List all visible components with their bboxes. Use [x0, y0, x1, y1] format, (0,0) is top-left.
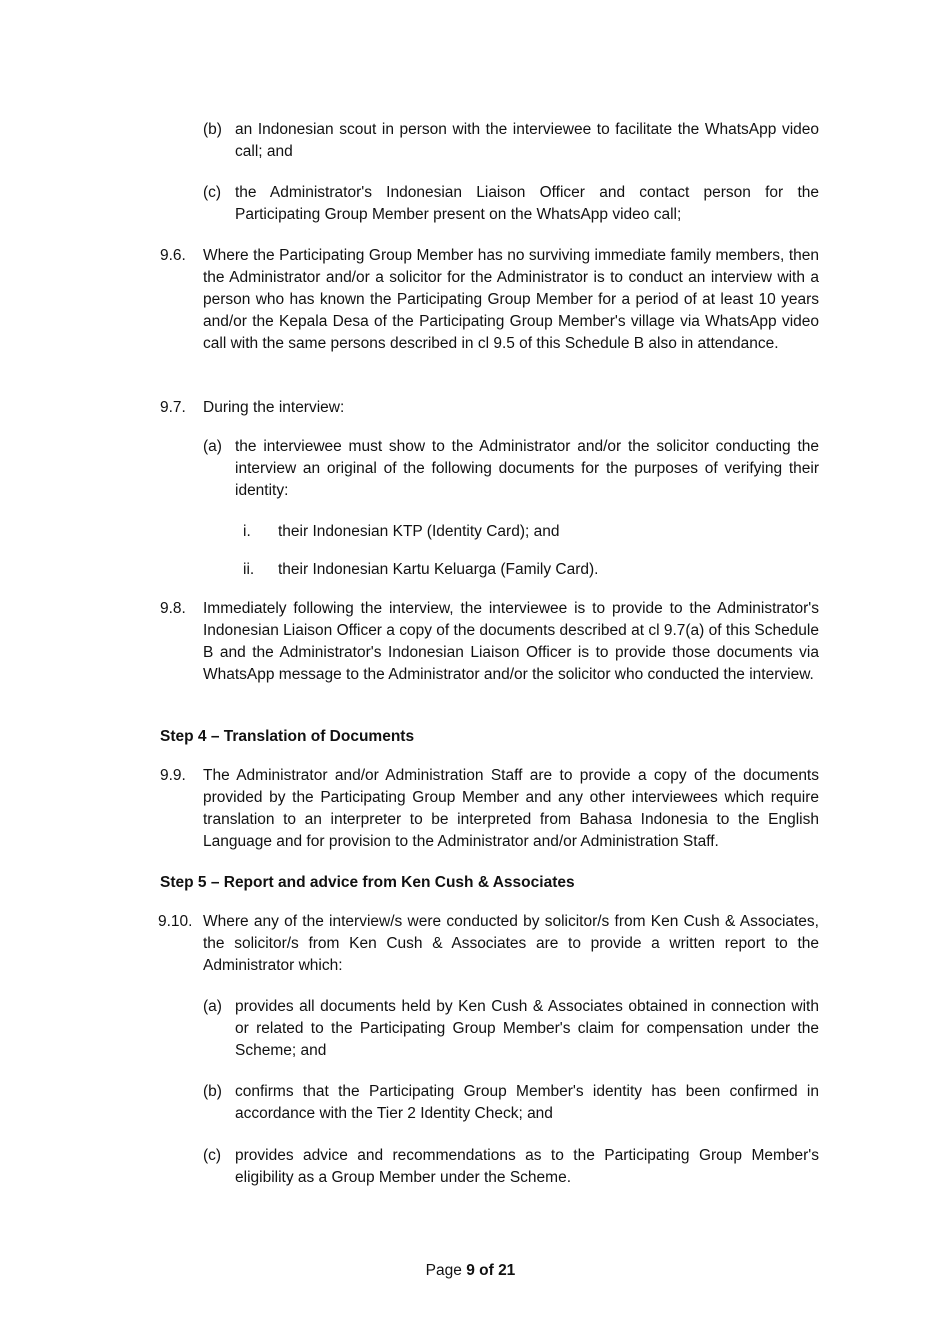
list-item-9-7-a-i — [243, 521, 819, 543]
clause-number: 9.10. — [158, 913, 193, 930]
list-item-9-7-a — [203, 436, 819, 502]
clause-text: The Administrator and/or Administration Staff are to provide a copy of the documents provided by the Participating Group Member and any other interviewees which require translation to an interpreter to be interpreted from Bahasa Indonesia to the English Language and for provision to the Administrator and/or Administration Staff. — [203, 767, 819, 850]
list-item-9-10-c — [203, 1145, 819, 1189]
list-item-9-5-c — [203, 182, 819, 226]
item-number: (c) — [203, 184, 222, 201]
list-item-9-10-b — [203, 1081, 819, 1125]
clause-text: During the interview: — [203, 399, 345, 416]
clause-text: Where any of the interview/s were conducted by solicitor/s from Ken Cush & Associates, the solicitor/s from Ken Cush & Associates are to provide a written report to the Administrator which: — [203, 913, 819, 974]
clause-9-6 — [160, 245, 819, 355]
item-text: their Indonesian Kartu Keluarga (Family Card). — [278, 561, 599, 578]
item-number: (a) — [203, 438, 222, 455]
item-text: the interviewee must show to the Administrator and/or the solicitor conducting the interview an original of the following documents for the purposes of verifying their identity: — [235, 438, 819, 499]
item-text: the Administrator's Indonesian Liaison Officer and contact person for the Participating Group Member present on the WhatsApp video call; — [235, 184, 819, 223]
clause-9-9 — [160, 765, 819, 853]
list-item-9-10-a — [203, 996, 819, 1062]
clause-number: 9.7. — [160, 399, 186, 416]
item-text: their Indonesian KTP (Identity Card); and — [278, 523, 560, 540]
item-number: ii. — [243, 561, 255, 578]
clause-9-8 — [160, 598, 819, 686]
clause-number: 9.6. — [160, 247, 186, 264]
item-text: confirms that the Participating Group Member's identity has been confirmed in accordance with the Tier 2 Identity Check; and — [235, 1083, 819, 1122]
total-page-number: 21 — [498, 1262, 516, 1279]
item-text: an Indonesian scout in person with the interviewee to facilitate the WhatsApp video call; and — [235, 121, 819, 160]
clause-text: Where the Participating Group Member has no surviving immediate family members, then the Administrator and/or a solicitor for the Administrator is to conduct an interview with a person who has known the Participating Group Member for a period of at least 10 years and/or the Kepala Desa of the Participating Group Member's village via WhatsApp video call with the same persons described in cl 9.5 of this Schedule B also in attendance. — [203, 247, 819, 352]
clause-text: Immediately following the interview, the interviewee is to provide to the Administrator's Indonesian Liaison Officer a copy of the documents described at cl 9.7(a) of this Schedule B and the Administrator's Indonesian Liaison Officer is to provide those documents via WhatsApp message to the Administrator and/or the solicitor who conducted the interview. — [203, 600, 819, 683]
clause-number: 9.9. — [160, 767, 186, 784]
section-heading-step-4: Step 4 – Translation of Documents — [160, 728, 415, 745]
item-text: provides advice and recommendations as to the Participating Group Member's eligibility as a Group Member under the Scheme. — [235, 1147, 819, 1186]
page-of-label: of — [474, 1262, 499, 1279]
clause-9-10 — [158, 911, 819, 977]
item-number: i. — [243, 523, 251, 540]
item-number: (b) — [203, 1083, 222, 1100]
section-heading-step-5: Step 5 – Report and advice from Ken Cush & Associates — [160, 874, 575, 891]
current-page-number: 9 — [466, 1262, 475, 1279]
item-number: (a) — [203, 998, 222, 1015]
item-number: (b) — [203, 121, 222, 138]
item-text: provides all documents held by Ken Cush & Associates obtained in connection with or related to the Participating Group Member's claim for compensation under the Scheme; and — [235, 998, 819, 1059]
clause-number: 9.8. — [160, 600, 186, 617]
list-item-9-5-b — [203, 119, 819, 163]
list-item-9-7-a-ii — [243, 559, 819, 581]
clause-9-7 — [160, 397, 819, 419]
page-footer — [0, 1260, 941, 1282]
page-label: Page — [425, 1262, 467, 1279]
item-number: (c) — [203, 1147, 222, 1164]
